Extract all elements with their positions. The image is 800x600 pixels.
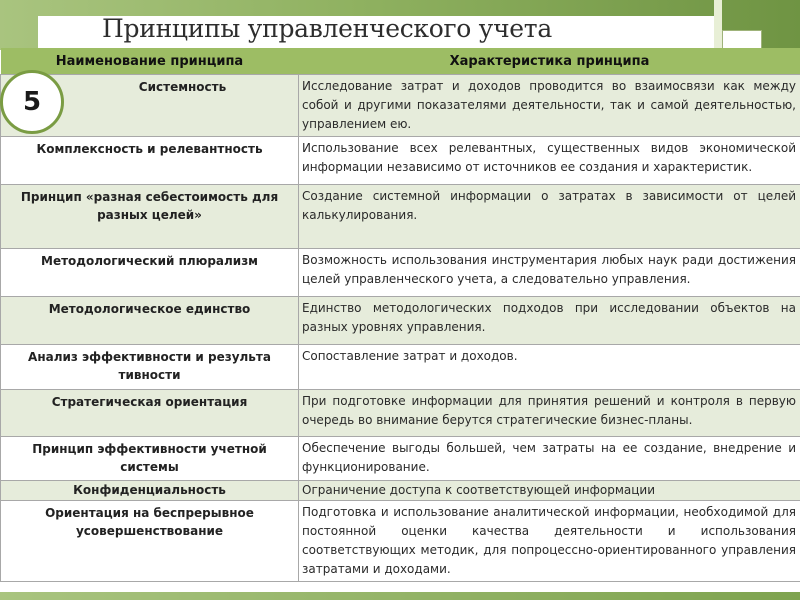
principle-name: Анализ эффективности и результа тивности bbox=[1, 345, 299, 390]
table-row bbox=[1, 481, 800, 501]
principle-name: Ориентация на беспрерывное усовершенствование bbox=[1, 501, 299, 582]
principle-name: Методологический плюрализм bbox=[1, 249, 299, 297]
principle-description: Подготовка и использование аналитической информации, необходимой для постоянной оценки качества деятельности и использования соответствующих методик, для попроцессно-ориентированного управления затратами и доходами. bbox=[299, 501, 800, 582]
principle-description: Ограничение доступа к соответствующей информации bbox=[299, 481, 800, 501]
principle-name: Стратегическая ориентация bbox=[1, 390, 299, 437]
table-row bbox=[1, 390, 800, 437]
principles-table bbox=[0, 48, 800, 582]
principle-name: Методологическое единство bbox=[1, 297, 299, 345]
principle-name: Конфиденциальность bbox=[1, 481, 299, 501]
principle-name: Принцип эффективности учетной системы bbox=[1, 437, 299, 481]
principle-description: Единство методологических подходов при исследовании объектов на разных уровнях управления. bbox=[299, 297, 800, 345]
table-row bbox=[1, 185, 800, 249]
principle-name: Системность bbox=[1, 75, 299, 137]
table-row bbox=[1, 501, 800, 582]
table-row bbox=[1, 297, 800, 345]
table-header-row bbox=[1, 48, 800, 75]
slide-title: Принципы управленческого учета bbox=[102, 14, 552, 43]
table-row bbox=[1, 75, 800, 137]
bottom-band bbox=[0, 592, 800, 600]
principle-description: Исследование затрат и доходов проводится во взаимосвязи как между собой и другими показателями деятельности, так и самой деятельностью, управлением ею. bbox=[299, 75, 800, 137]
principle-description: При подготовке информации для принятия решений и контроля в первую очередь во внимание берутся стратегические бизнес-планы. bbox=[299, 390, 800, 437]
principle-description: Возможность использования инструментария любых наук ради достижения целей управленческого учета, а следовательно управления. bbox=[299, 249, 800, 297]
table-row bbox=[1, 437, 800, 481]
table-row bbox=[1, 137, 800, 185]
header-principle-description: Характеристика принципа bbox=[299, 48, 800, 75]
principle-description: Создание системной информации о затратах в зависимости от целей калькулирования. bbox=[299, 185, 800, 249]
principle-name: Принцип «разная себестоимость для разных целей» bbox=[1, 185, 299, 249]
principle-description: Обеспечение выгоды большей, чем затраты на ее создание, внедрение и функционирование. bbox=[299, 437, 800, 481]
principle-description: Сопоставление затрат и доходов. bbox=[299, 345, 800, 390]
table-row bbox=[1, 249, 800, 297]
principle-description: Использование всех релевантных, существенных видов экономической информации независимо от источников ее создания и характеристик. bbox=[299, 137, 800, 185]
banner-stripe bbox=[714, 0, 722, 50]
principle-name: Комплексность и релевантность bbox=[1, 137, 299, 185]
table-row bbox=[1, 345, 800, 390]
header-principle-name: Наименование принципа bbox=[1, 48, 299, 75]
slide-number: 5 bbox=[22, 87, 42, 117]
slide-number-badge bbox=[0, 70, 64, 134]
